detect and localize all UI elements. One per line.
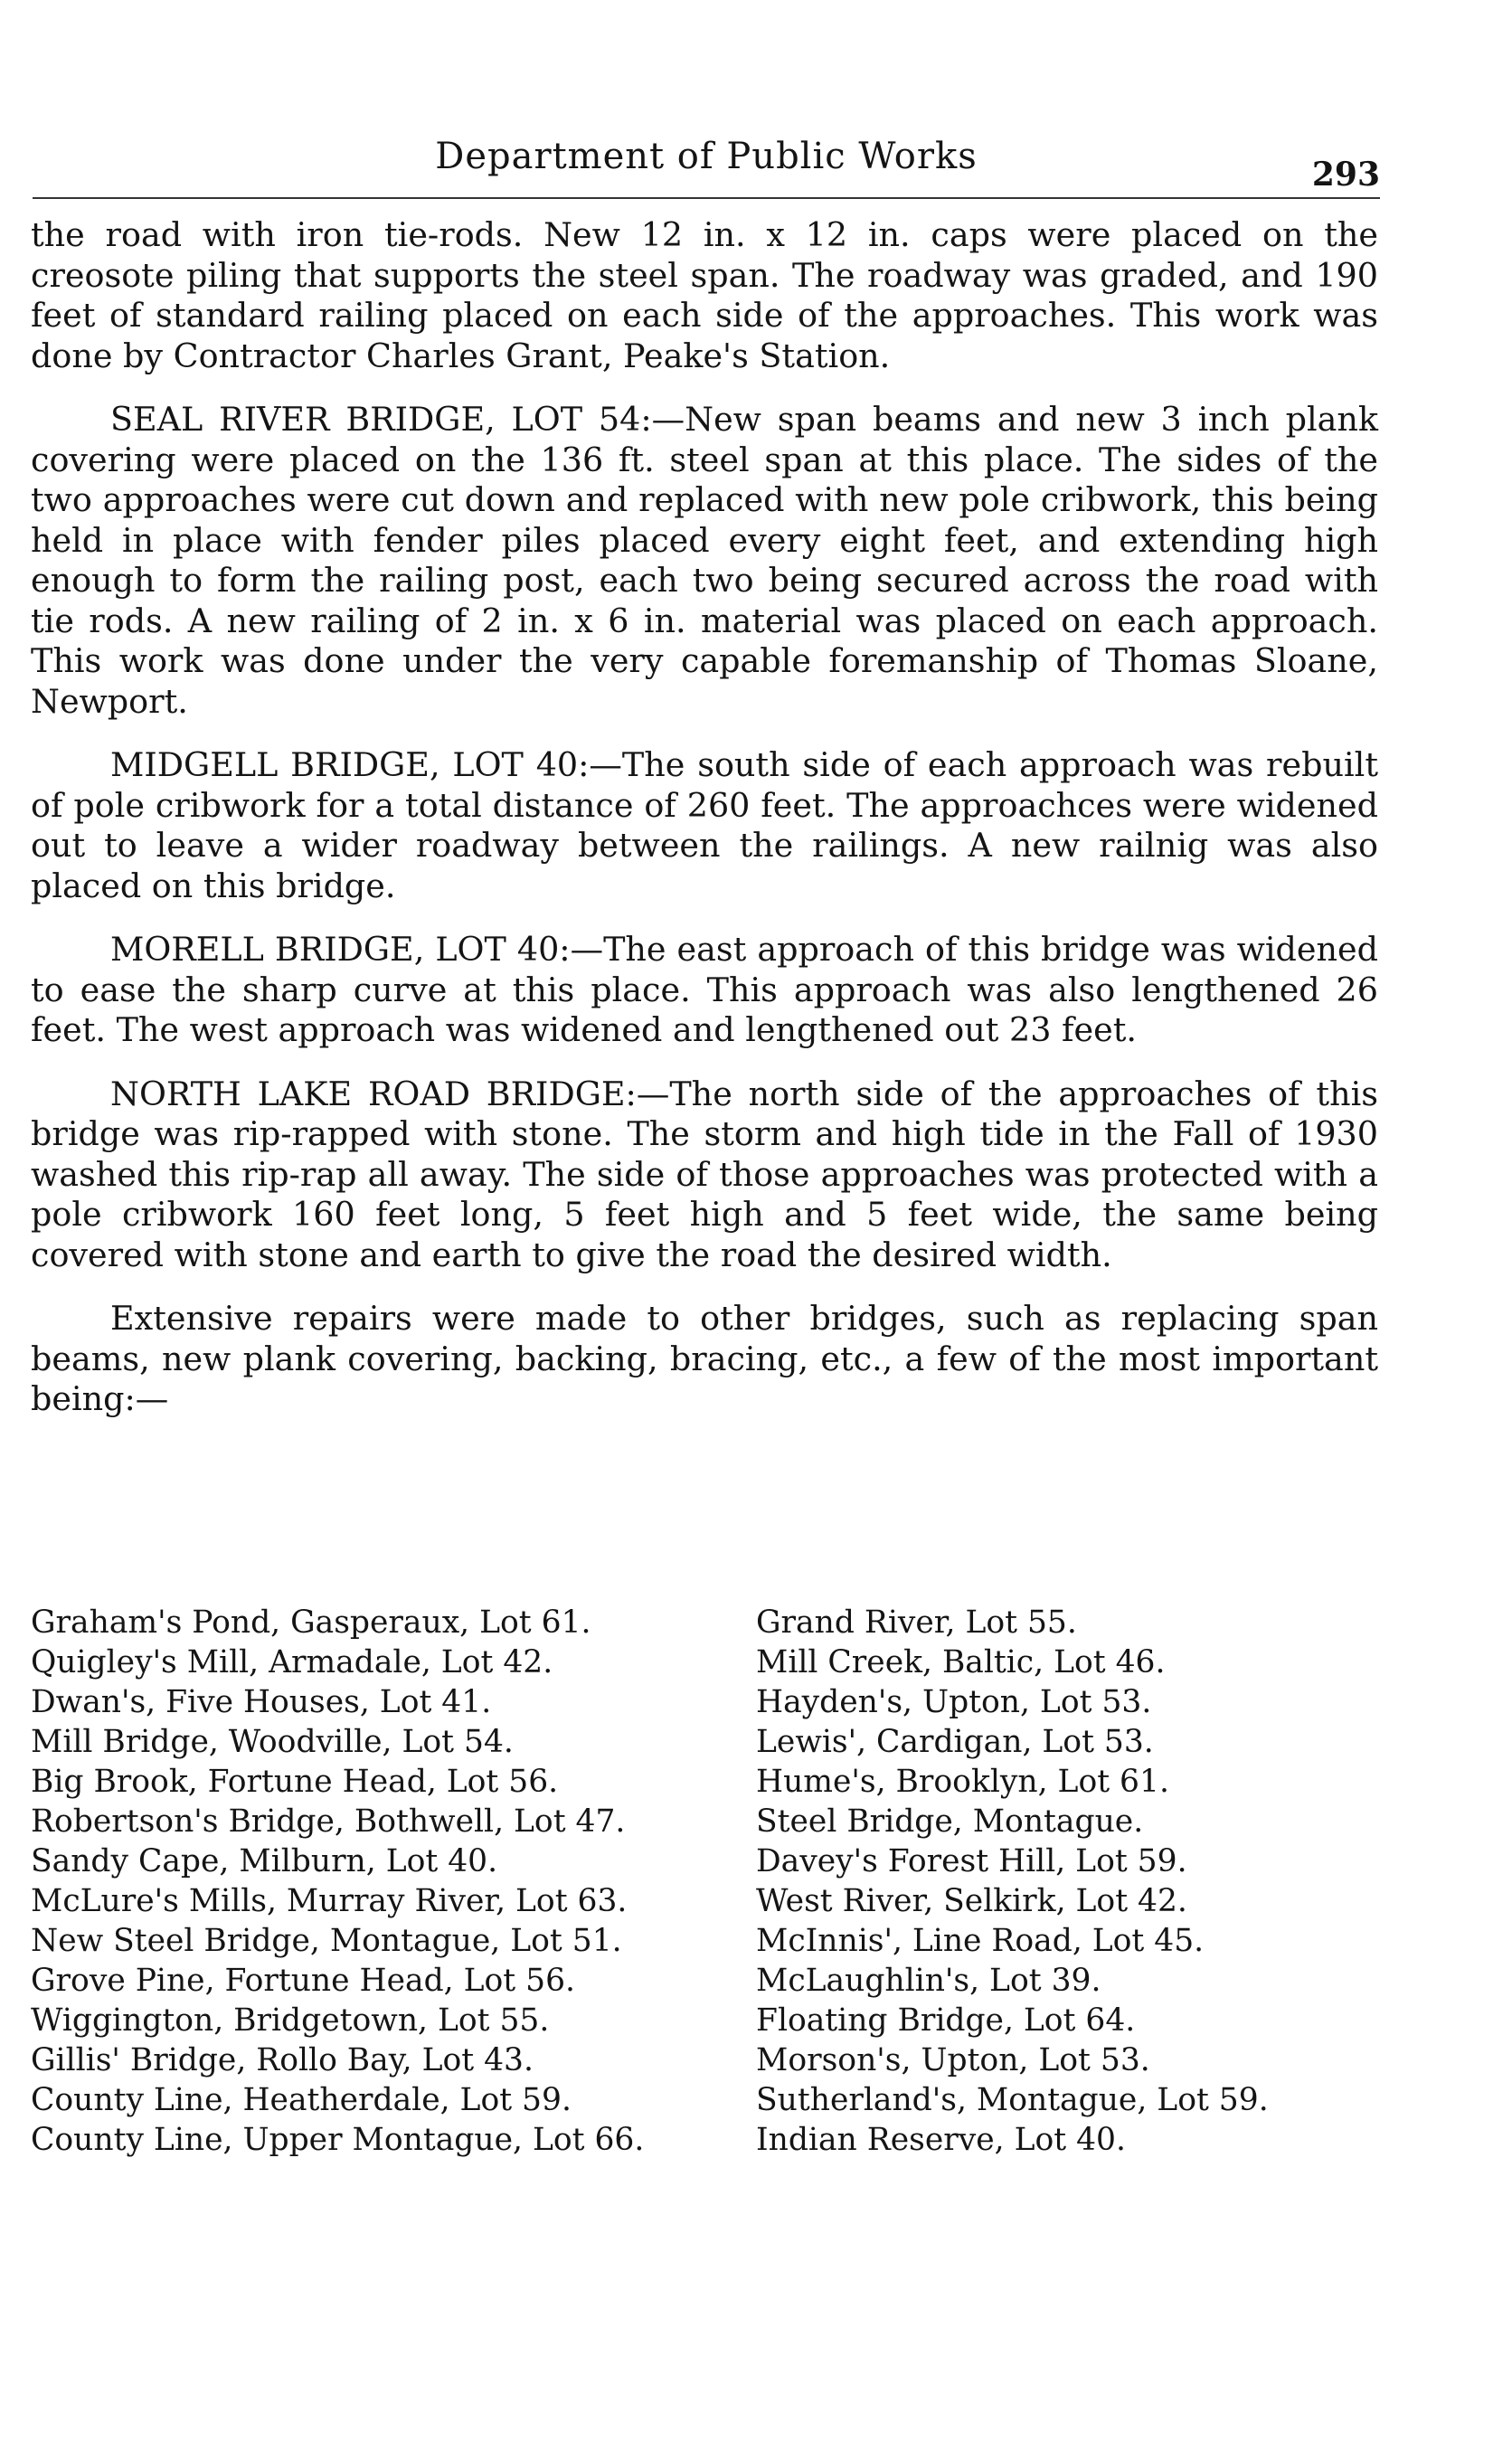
list-item: New Steel Bridge, Montague, Lot 51. <box>31 1923 622 1959</box>
bridge-list-right <box>756 1603 1378 2160</box>
list-item: Robertson's Bridge, Bothwell, Lot 47. <box>31 1803 626 1840</box>
bridge-lists <box>31 1603 1378 2160</box>
list-item: Morson's, Upton, Lot 53. <box>756 2042 1150 2078</box>
page-header <box>33 136 1380 201</box>
paragraph-extensive-repairs: Extensive repairs were made to other bridges, such as replacing span beams, new plank covering, backing, bracing, etc., a few of the most important being:— <box>31 1299 1378 1418</box>
paragraph-morell-bridge: MORELL BRIDGE, LOT 40:—The east approach of this bridge was widened to ease the sharp curve at this place. This approach was also lengthened 26 feet. The west approach was widened and lengthened out 23 feet. <box>31 930 1378 1049</box>
paragraph-midgell-bridge: MIDGELL BRIDGE, LOT 40:—The south side of each approach was rebuilt of pole cribwork for a total distance of 260 feet. The approachces were widened out to leave a wider roadway between the railings. A new railnig was also placed on this bridge. <box>31 745 1378 905</box>
list-item: Sutherland's, Montague, Lot 59. <box>756 2082 1269 2118</box>
list-item: Gillis' Bridge, Rollo Bay, Lot 43. <box>31 2042 534 2078</box>
list-item: Grove Pine, Fortune Head, Lot 56. <box>31 1963 575 1999</box>
list-item: Floating Bridge, Lot 64. <box>756 2002 1136 2039</box>
list-item: McLure's Mills, Murray River, Lot 63. <box>31 1883 628 1919</box>
page-number: 293 <box>1311 156 1380 194</box>
list-item: Mill Creek, Baltic, Lot 46. <box>756 1644 1166 1680</box>
paragraph-north-lake-road-bridge: NORTH LAKE ROAD BRIDGE:—The north side of the approaches of this bridge was rip-rapped with stone. The storm and high tide in the Fall of 1930 washed this rip-rap all away. The side of those approaches was protected with a pole cribwork 160 feet long, 5 feet high and 5 feet wide, the same being covered with stone and earth to give the road the desired width. <box>31 1074 1378 1274</box>
list-item: Graham's Pond, Gasperaux, Lot 61. <box>31 1604 591 1641</box>
list-item: Hayden's, Upton, Lot 53. <box>756 1684 1152 1720</box>
header-rule <box>33 197 1380 199</box>
continued-paragraph: the road with iron tie-rods. New 12 in. x 12 in. caps were placed on the creosote piling that supports the steel span. The roadway was graded, and 190 feet of standard railing placed on each side of the approaches. This work was done by Contractor Charles Grant, Peake's Station. <box>31 215 1378 375</box>
list-item: County Line, Upper Montague, Lot 66. <box>31 2122 645 2158</box>
list-item: Wiggington, Bridgetown, Lot 55. <box>31 2002 550 2039</box>
list-item: McLaughlin's, Lot 39. <box>756 1963 1101 1999</box>
list-item: Davey's Forest Hill, Lot 59. <box>756 1843 1187 1879</box>
list-item: West River, Selkirk, Lot 42. <box>756 1883 1187 1919</box>
list-item: Big Brook, Fortune Head, Lot 56. <box>31 1764 559 1800</box>
list-item: Quigley's Mill, Armadale, Lot 42. <box>31 1644 553 1680</box>
body-text <box>31 215 1378 1420</box>
list-item: County Line, Heatherdale, Lot 59. <box>31 2082 572 2118</box>
list-item: Sandy Cape, Milburn, Lot 40. <box>31 1843 498 1879</box>
list-item: Indian Reserve, Lot 40. <box>756 2122 1126 2158</box>
running-title: Department of Public Works <box>435 136 978 177</box>
list-item: McInnis', Line Road, Lot 45. <box>756 1923 1205 1959</box>
list-item: Dwan's, Five Houses, Lot 41. <box>31 1684 492 1720</box>
list-item: Hume's, Brooklyn, Lot 61. <box>756 1764 1169 1800</box>
list-item: Steel Bridge, Montague. <box>756 1803 1144 1840</box>
list-item: Lewis', Cardigan, Lot 53. <box>756 1724 1154 1760</box>
list-item: Grand River, Lot 55. <box>756 1604 1077 1641</box>
bridge-list-left <box>31 1603 756 2160</box>
paragraph-seal-river-bridge: SEAL RIVER BRIDGE, LOT 54:—New span beams and new 3 inch plank covering were placed on the 136 ft. steel span at this place. The sides of the two approaches were cut down and replaced with new pole cribwork, this being held in place with fender piles placed every eight feet, and extending high enough to form the railing post, each two being secured across the road with tie rods. A new railing of 2 in. x 6 in. material was placed on each approach. This work was done under the very capable foremanship of Thomas Sloane, Newport. <box>31 400 1378 721</box>
list-item: Mill Bridge, Woodville, Lot 54. <box>31 1724 514 1760</box>
